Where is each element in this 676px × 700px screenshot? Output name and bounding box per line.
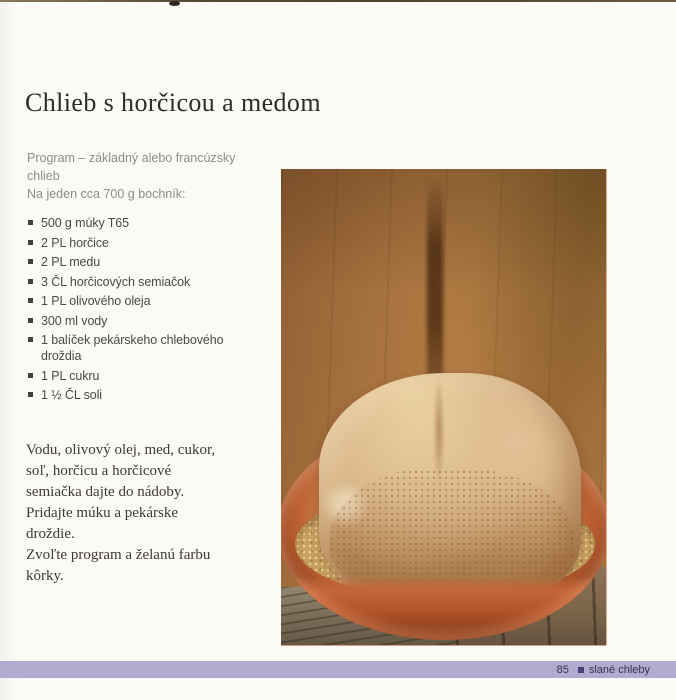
square-bullet-icon	[28, 220, 33, 225]
square-bullet-icon	[28, 337, 33, 342]
ingredient-text: 300 ml vody	[41, 313, 108, 328]
intro-line: Program – základný alebo francúzsky	[27, 151, 236, 165]
ingredient-item	[27, 215, 247, 231]
instructions-paragraph	[26, 440, 266, 587]
section-title: slané chleby	[588, 663, 650, 676]
instructions-line: semiačka dajte do nádoby.	[26, 484, 185, 500]
ingredient-text: 500 g múky T65	[41, 216, 130, 230]
ingredient-item	[27, 313, 247, 329]
ingredient-item	[27, 368, 247, 384]
footer-bar	[0, 661, 676, 678]
ingredient-list	[27, 215, 247, 407]
square-bullet-icon	[28, 259, 33, 264]
instructions-line: Pridajte múku a pekárske	[26, 505, 179, 521]
intro-line: chlieb	[27, 169, 60, 183]
ingredient-item	[27, 254, 247, 270]
instructions-line: droždie.	[26, 526, 75, 542]
recipe-title: Chlieb s horčicou a medom	[25, 88, 321, 117]
bread-photo	[281, 169, 606, 645]
ingredient-item	[27, 274, 247, 290]
scan-artifact-line	[0, 0, 676, 2]
instructions-line: Zvoľte program a želanú farbu	[26, 547, 211, 563]
ingredient-text: 2 PL horčice	[41, 235, 109, 250]
section-square-icon	[578, 667, 584, 673]
ingredient-text: 1 balíček pekárskeho chlebového droždia	[41, 333, 224, 363]
square-bullet-icon	[28, 298, 33, 303]
ingredient-item	[27, 332, 247, 364]
square-bullet-icon	[28, 318, 33, 323]
ingredient-item	[27, 235, 247, 251]
intro-line: Na jeden cca 700 g bochník:	[27, 187, 186, 201]
instructions-line: kôrky.	[26, 568, 64, 584]
square-bullet-icon	[28, 392, 33, 397]
ingredient-text: 3 ČL horčicových semiačok	[41, 274, 191, 289]
instructions-line: soľ, horčicu a horčicové	[26, 463, 172, 479]
scan-artifact-mark	[169, 1, 180, 6]
ingredient-item	[27, 293, 247, 309]
ingredient-item	[27, 387, 247, 403]
terracotta-dish-rim	[281, 420, 606, 640]
page-number: 85	[556, 663, 569, 676]
square-bullet-icon	[28, 240, 33, 245]
instructions-line: Vodu, olivový olej, med, cukor,	[26, 442, 216, 458]
ingredient-text: 1 PL cukru	[41, 368, 100, 383]
square-bullet-icon	[28, 373, 33, 378]
program-info	[27, 149, 277, 203]
ingredient-text: 1 ½ ČL soli	[41, 388, 102, 402]
ingredient-text: 1 PL olivového oleja	[41, 294, 151, 308]
square-bullet-icon	[28, 279, 33, 284]
ingredient-text: 2 PL medu	[41, 255, 101, 269]
